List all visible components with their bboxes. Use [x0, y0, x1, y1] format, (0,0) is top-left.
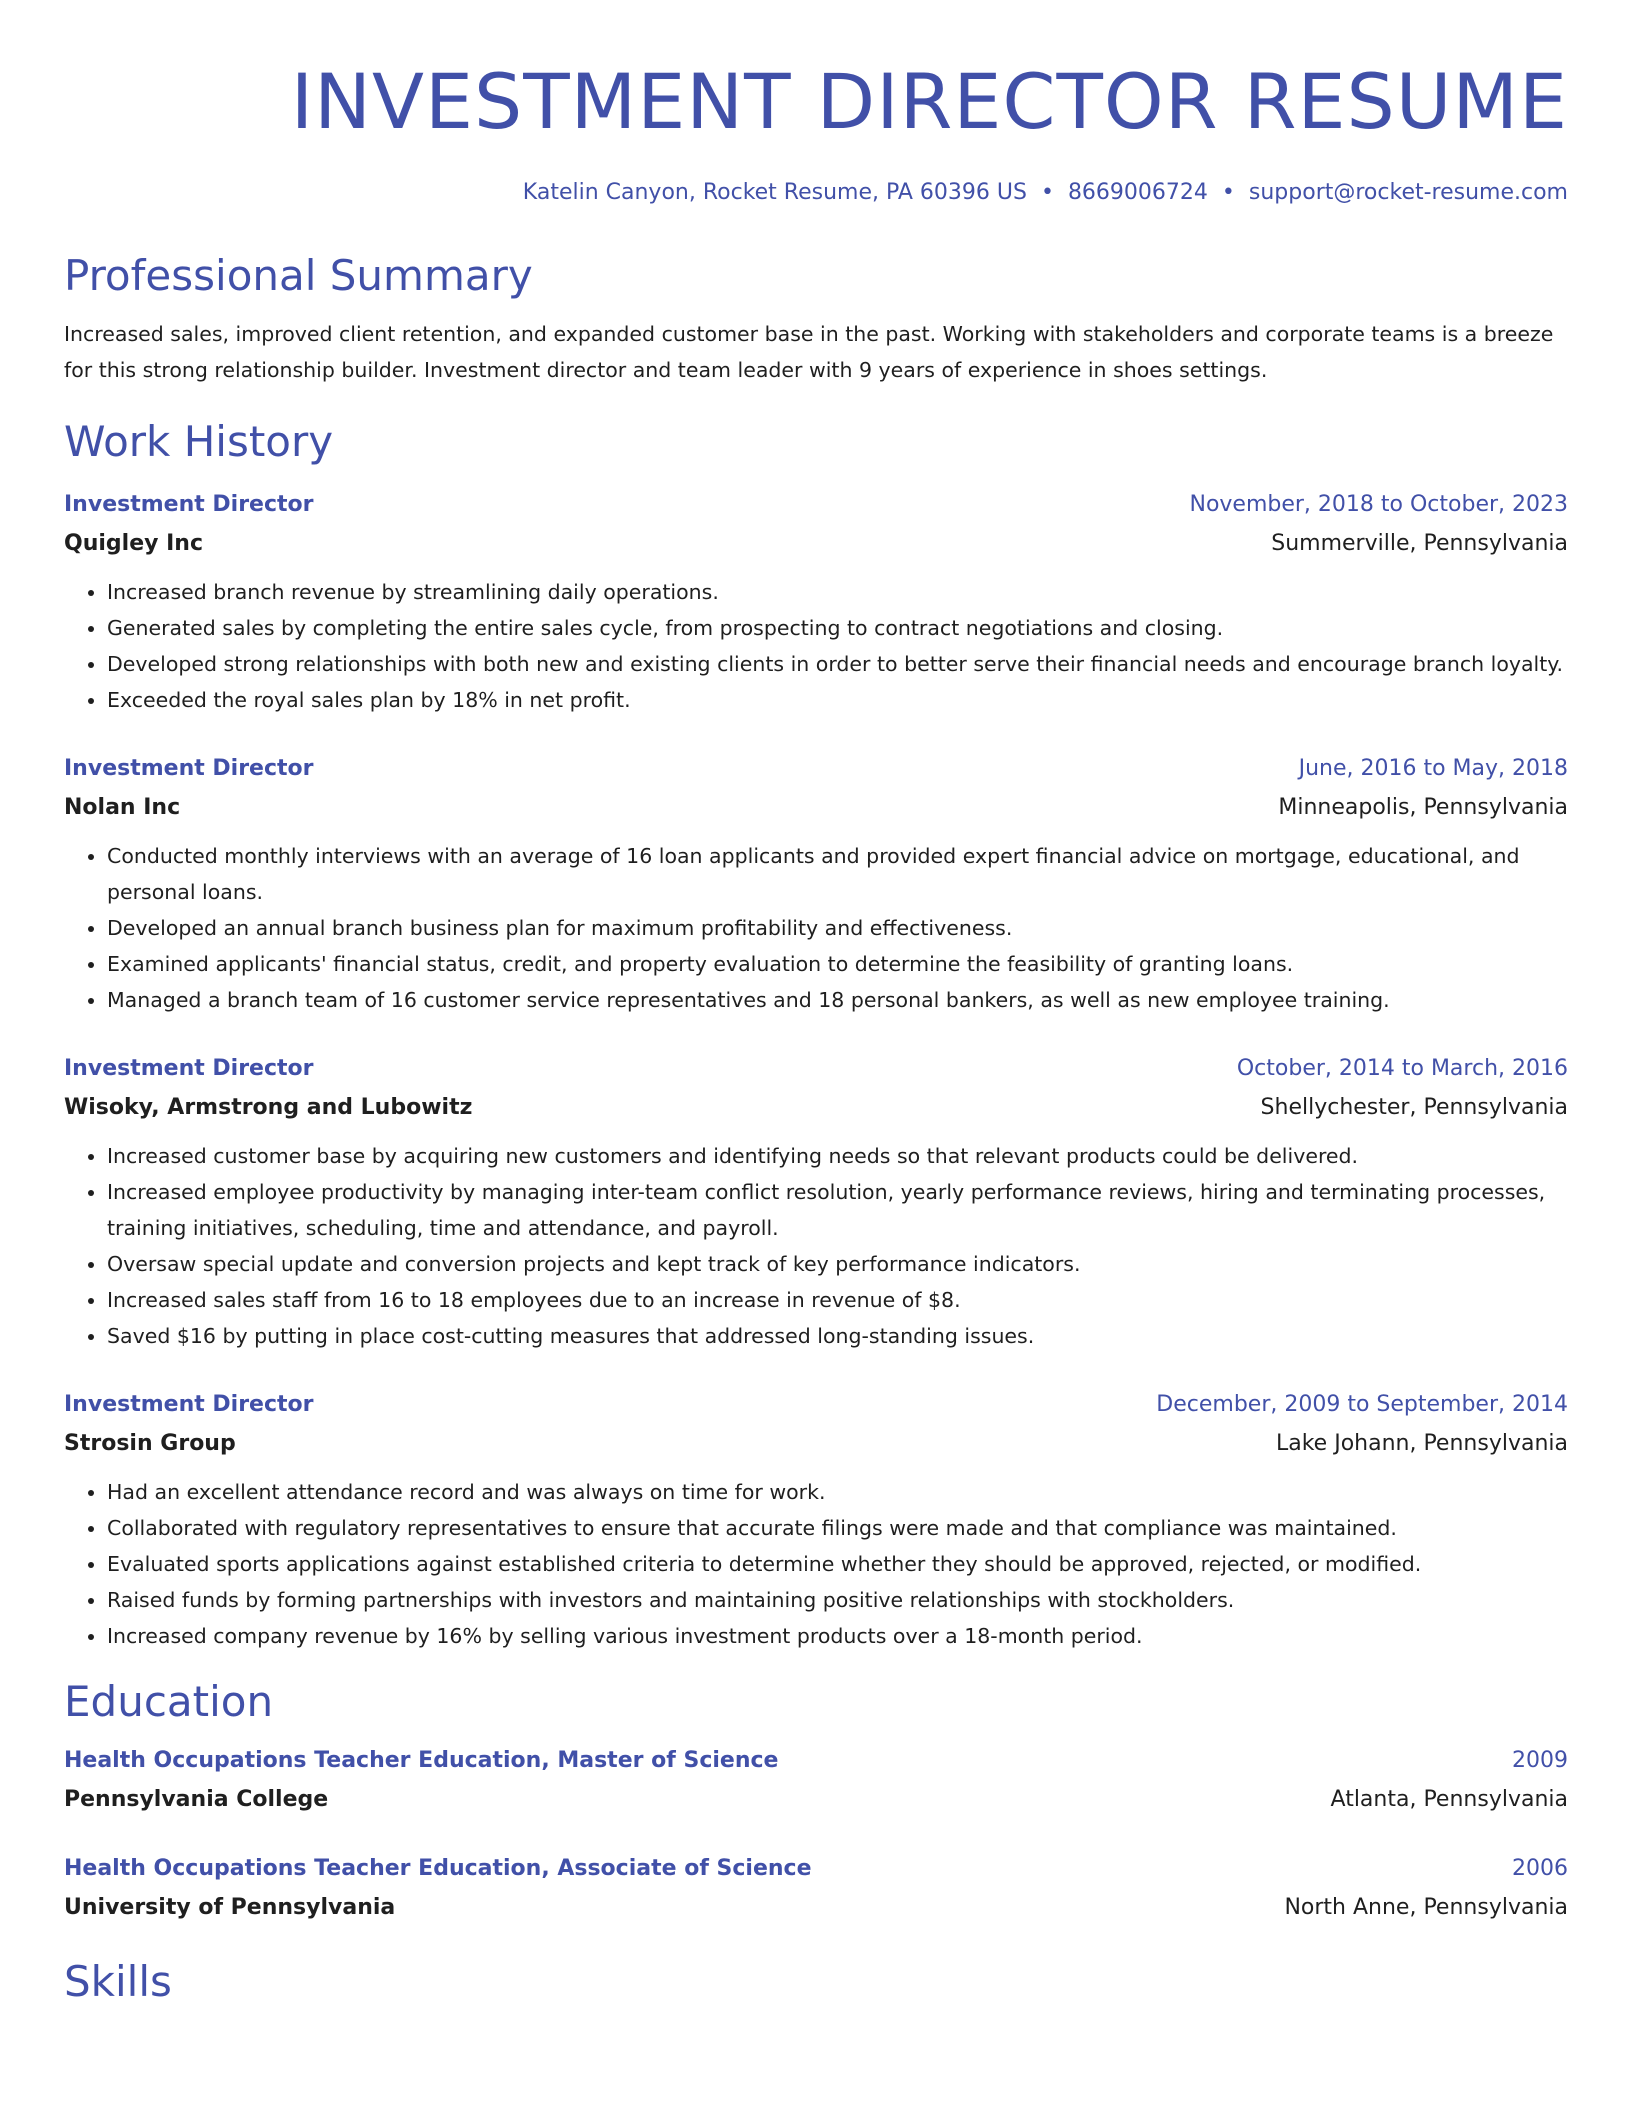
- job-location: Minneapolis, Pennsylvania: [1278, 795, 1568, 820]
- job-bullet: • Increased sales staff from 16 to 18 employees due to an increase in revenue of $8.: [107, 1282, 1568, 1318]
- job-title: Investment Director: [64, 1392, 314, 1417]
- degree-year: 2009: [1512, 1748, 1568, 1773]
- job-bullets: [64, 1474, 1568, 1654]
- section-heading-skills: Skills: [64, 1957, 172, 2006]
- degree-title: Health Occupations Teacher Education, Associate of Science: [64, 1856, 812, 1881]
- school-location: Atlanta, Pennsylvania: [1330, 1787, 1568, 1812]
- job-company: Strosin Group: [64, 1431, 236, 1456]
- contact-email: support@rocket-resume.com: [1248, 180, 1568, 205]
- job-bullet: • Oversaw special update and conversion projects and kept track of key performance indicators.: [107, 1246, 1568, 1282]
- job-bullet: • Developed strong relationships with both new and existing clients in order to better serve their financial needs and encourage branch loyalty.: [107, 646, 1568, 682]
- section-heading-work-history: Work History: [64, 417, 334, 466]
- degree-year: 2006: [1512, 1856, 1568, 1881]
- contact-phone: 8669006724: [1067, 180, 1208, 205]
- job-dates: October, 2014 to March, 2016: [1236, 1056, 1568, 1081]
- job-company: Nolan Inc: [64, 795, 181, 820]
- job-title: Investment Director: [64, 1056, 314, 1081]
- contact-separator: •: [1221, 180, 1235, 205]
- school-name: University of Pennsylvania: [64, 1895, 396, 1920]
- contact-separator: •: [1040, 180, 1054, 205]
- degree-title: Health Occupations Teacher Education, Master of Science: [64, 1748, 779, 1773]
- job-bullet: • Examined applicants' financial status, credit, and property evaluation to determine the feasibility of granting loans.: [107, 946, 1568, 982]
- job-location: Lake Johann, Pennsylvania: [1275, 1431, 1568, 1456]
- job-dates: June, 2016 to May, 2018: [1298, 756, 1568, 781]
- job-bullet: • Increased branch revenue by streamlining daily operations.: [107, 574, 1568, 610]
- education-entry: [64, 1742, 1568, 1820]
- job-bullet: • Generated sales by completing the entire sales cycle, from prospecting to contract negotiations and closing.: [107, 610, 1568, 646]
- summary-text: Increased sales, improved client retention, and expanded customer base in the past. Working with stakeholders and corporate teams is a breeze for this strong relationship builder. Investment director and team leader with 9 years of experience in shoes settings.: [64, 322, 1554, 382]
- job-bullets: [64, 1138, 1568, 1354]
- job-bullet: • Increased customer base by acquiring new customers and identifying needs so that relevant products could be delivered.: [107, 1138, 1568, 1174]
- job-dates: December, 2009 to September, 2014: [1156, 1392, 1568, 1417]
- work-history-section: [64, 416, 1568, 1654]
- job-bullets: [64, 574, 1568, 718]
- job-bullet: • Exceeded the royal sales plan by 18% in net profit.: [107, 682, 1568, 718]
- job-bullet: • Increased company revenue by 16% by selling various investment products over a 18-month period.: [107, 1618, 1568, 1654]
- job-bullet: • Saved $16 by putting in place cost-cutting measures that addressed long-standing issues.: [107, 1318, 1568, 1354]
- contact-line: [64, 178, 1568, 208]
- job-dates: November, 2018 to October, 2023: [1189, 492, 1568, 517]
- education-section: [64, 1676, 1568, 1928]
- job-bullet: • Increased employee productivity by managing inter-team conflict resolution, yearly performance reviews, hiring and terminating processes, training initiatives, scheduling, time and attendance, and payroll.: [107, 1174, 1568, 1246]
- job-entry: [64, 1050, 1568, 1354]
- job-location: Shellychester, Pennsylvania: [1260, 1095, 1568, 1120]
- job-bullet: • Collaborated with regulatory representatives to ensure that accurate filings were made and that compliance was maintained.: [107, 1510, 1568, 1546]
- job-entry: [64, 750, 1568, 1018]
- school-name: Pennsylvania College: [64, 1787, 329, 1812]
- section-heading-education: Education: [64, 1677, 274, 1726]
- professional-summary-section: [64, 250, 1568, 388]
- job-company: Wisoky, Armstrong and Lubowitz: [64, 1095, 473, 1120]
- job-bullet: • Evaluated sports applications against established criteria to determine whether they should be approved, rejected, or modified.: [107, 1546, 1568, 1582]
- job-entry: [64, 486, 1568, 718]
- job-bullet: • Developed an annual branch business plan for maximum profitability and effectiveness.: [107, 910, 1568, 946]
- education-entry: [64, 1850, 1568, 1928]
- contact-address: Katelin Canyon, Rocket Resume, PA 60396 US: [522, 180, 1027, 205]
- skills-section: [64, 1956, 1568, 2008]
- job-title: Investment Director: [64, 492, 314, 517]
- section-heading-summary: Professional Summary: [64, 251, 533, 300]
- job-company: Quigley Inc: [64, 531, 204, 556]
- job-bullets: [64, 838, 1568, 1018]
- job-bullet: • Conducted monthly interviews with an average of 16 loan applicants and provided expert financial advice on mortgage, educational, and personal loans.: [107, 838, 1568, 910]
- resume-title: INVESTMENT DIRECTOR RESUME: [290, 57, 1568, 146]
- job-location: Summerville, Pennsylvania: [1271, 531, 1568, 556]
- school-location: North Anne, Pennsylvania: [1284, 1895, 1568, 1920]
- job-bullet: • Had an excellent attendance record and was always on time for work.: [107, 1474, 1568, 1510]
- job-entry: [64, 1386, 1568, 1654]
- job-title: Investment Director: [64, 756, 314, 781]
- job-bullet: • Raised funds by forming partnerships with investors and maintaining positive relationships with stockholders.: [107, 1582, 1568, 1618]
- job-bullet: • Managed a branch team of 16 customer service representatives and 18 personal bankers, as well as new employee training.: [107, 982, 1568, 1018]
